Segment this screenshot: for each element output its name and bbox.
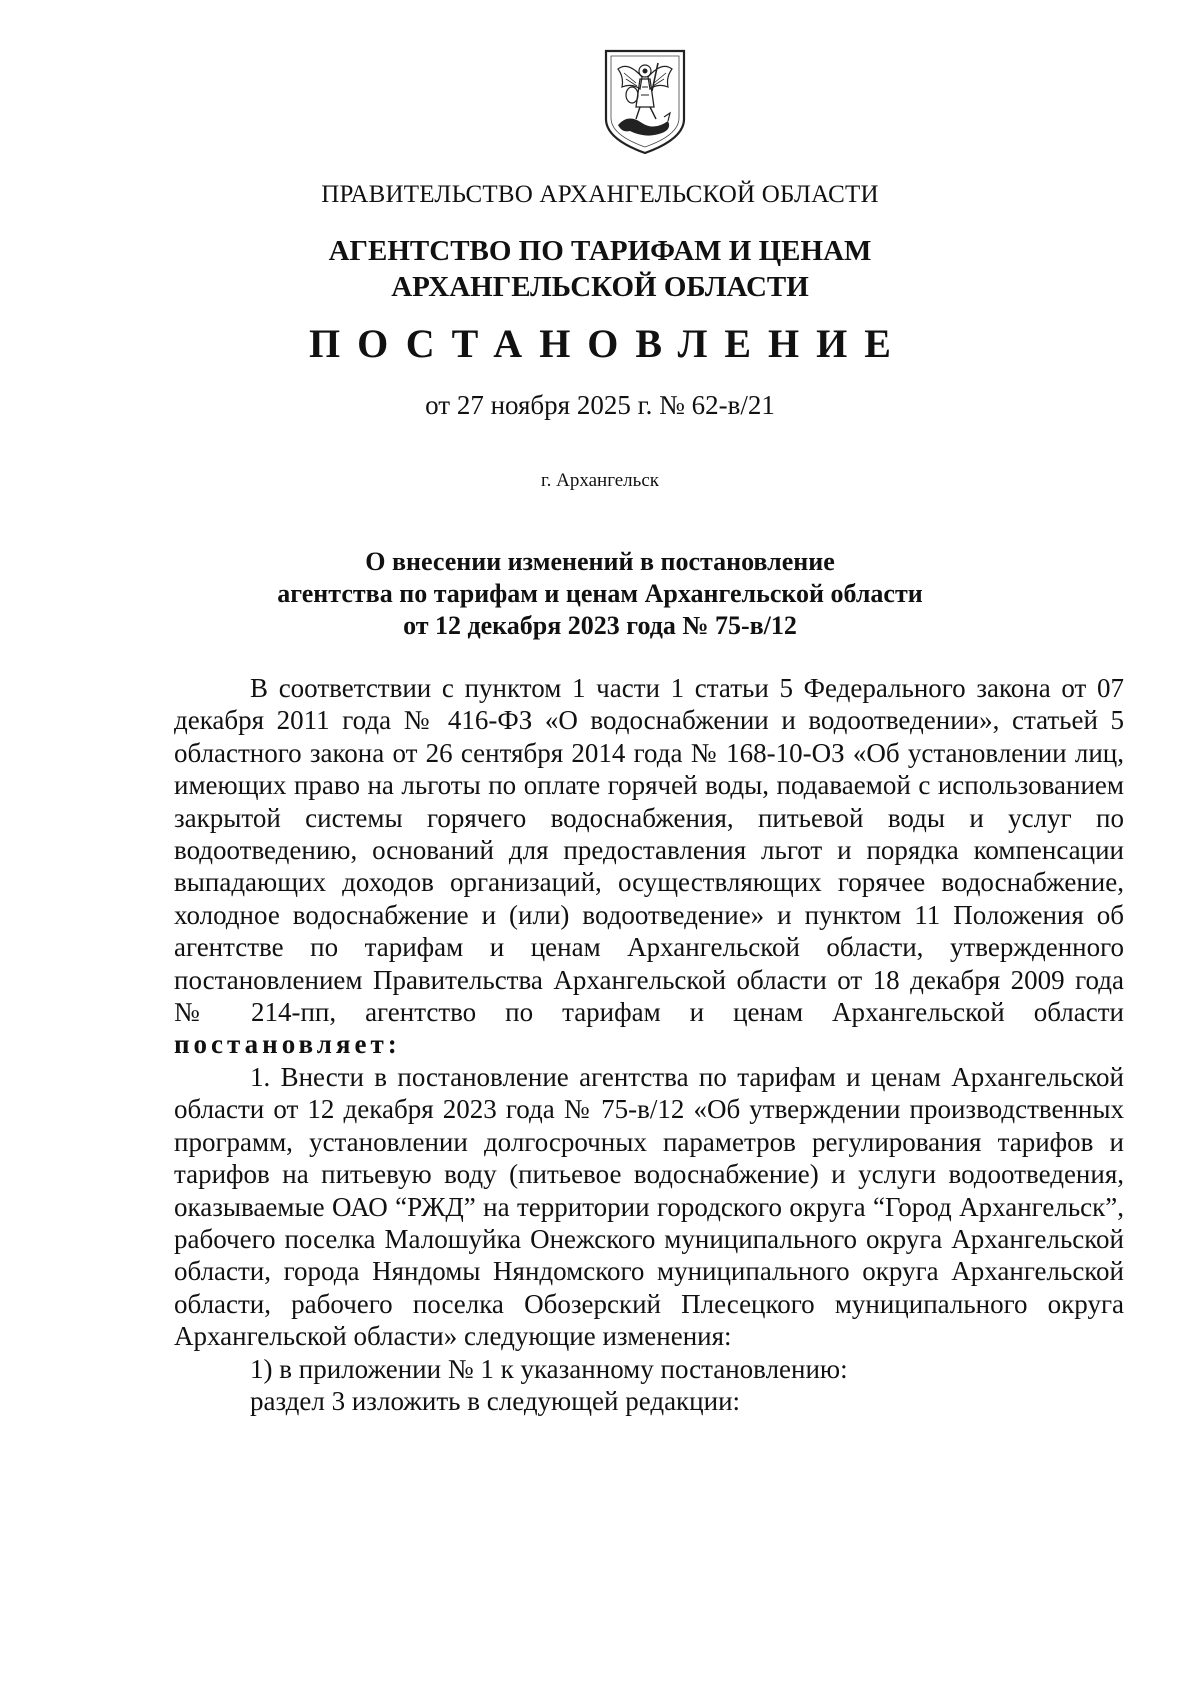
document-body [174, 672, 1124, 1417]
resolves-word: постановляет: [174, 1029, 401, 1060]
subitem-1-text: раздел 3 изложить в следующей редакции: [250, 1385, 741, 1416]
agency-name-line: АРХАНГЕЛЬСКОЙ ОБЛАСТИ [391, 271, 809, 303]
document-subject [0, 546, 1200, 642]
document-date-number: от 27 ноября 2025 г. № 62-в/21 [425, 390, 775, 420]
preamble-paragraph [174, 672, 1124, 1061]
preamble-text: В соответствии с пунктом 1 части 1 статьи 5 Федерального закона от 07 декабря 2011 года № 416-ФЗ «О водоснабжении и водоотведении», статьей 5 областного закона от 26 сентября 2014 года № 168-10-ОЗ «Об установлении лиц, имеющих право на льготы по оплате горячей воды, подаваемой с использованием закрытой системы горячего водоснабжения, питьевой воды и услуг по водоотведению, оснований для предоставления льгот и порядка компенсации выпадающих доходов организаций, осуществляющих горячее водоснабжение, холодное водоснабжение и (или) водоотведение» и пунктом 11 Положения об агентстве по тарифам и ценам Архангельской области, утвержденного постановлением Правительства Архангельской области от 18 декабря 2009 года № 214-пп, агентство по тарифам и ценам Архангельской области [174, 673, 1124, 1028]
agency-name [0, 233, 1200, 305]
item-1-paragraph: 1. Внести в постановление агентства по тарифам и ценам Архангельской области от 12 декабря 2023 года № 75-в/12 «Об утверждении производственных программ, установлении долгосрочных параметров регулирования тарифов и тарифов на питьевую воду (питьевое водоснабжение) и услуги водоотведения, оказываемые ОАО “РЖД” на территории городского округа “Город Архангельск”, рабочего поселка Малошуйка Онежского муниципального округа Архангельской области, города Няндомы Няндомского муниципального округа Архангельской области, рабочего поселка Обозерский Плесецкого муниципального округа Архангельской области» следующие изменения: [174, 1061, 1124, 1352]
document-type-title: ПОСТАНОВЛЕНИЕ [309, 321, 908, 366]
document-city: г. Архангельск [540, 470, 659, 491]
subitem-1-paragraph: 1) в приложении № 1 к указанному постановлению: [250, 1353, 848, 1384]
subject-line: агентства по тарифам и ценам Архангельской области [277, 579, 923, 608]
government-name: ПРАВИТЕЛЬСТВО АРХАНГЕЛЬСКОЙ ОБЛАСТИ [321, 181, 879, 208]
subject-line: от 12 декабря 2023 года № 75-в/12 [403, 611, 797, 640]
subject-line: О внесении изменений в постановление [365, 547, 835, 576]
agency-name-line: АГЕНТСТВО ПО ТАРИФАМ И ЦЕНАМ [328, 235, 872, 267]
coat-of-arms-emblem [602, 47, 688, 157]
